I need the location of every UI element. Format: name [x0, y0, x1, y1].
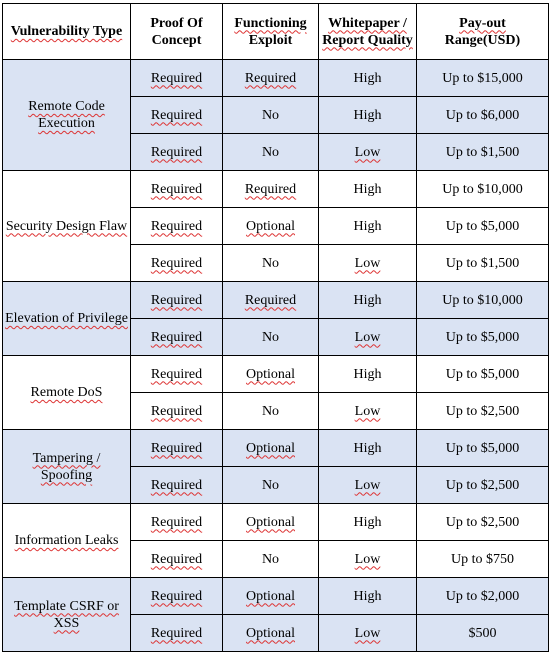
- exploit-value: Optional: [246, 218, 295, 234]
- poc-cell: [131, 578, 223, 615]
- payout-cell: [417, 467, 549, 504]
- exploit-cell: [223, 578, 319, 615]
- payout-cell: [417, 60, 549, 97]
- poc-cell: [131, 504, 223, 541]
- exploit-cell: [223, 97, 319, 134]
- payout-cell: [417, 541, 549, 578]
- vulnerability-type-cell: [3, 430, 131, 504]
- quality-value: High: [353, 440, 382, 456]
- header-exploit-line1: Functioning: [234, 15, 307, 31]
- quality-cell: [319, 393, 417, 430]
- payout-value: Up to $2,500: [445, 403, 520, 419]
- exploit-cell: [223, 134, 319, 171]
- quality-cell: [319, 467, 417, 504]
- payout-cell: [417, 578, 549, 615]
- payout-value: Up to $10,000: [442, 181, 523, 197]
- payout-cell: [417, 134, 549, 171]
- bounty-table: [2, 3, 549, 652]
- quality-cell: [319, 97, 417, 134]
- vulnerability-type-text: Remote Code: [28, 99, 105, 114]
- vulnerability-type-cell: [3, 578, 131, 652]
- header-payout-line2: Range(USD): [444, 32, 521, 48]
- poc-cell: [131, 245, 223, 282]
- header-poc-line1: Proof Of: [150, 15, 203, 31]
- vulnerability-type-text: Information Leaks: [14, 533, 119, 548]
- poc-cell: [131, 541, 223, 578]
- quality-cell: [319, 282, 417, 319]
- header-functioning-exploit: [223, 4, 319, 60]
- exploit-cell: [223, 171, 319, 208]
- exploit-value: No: [261, 551, 280, 567]
- quality-cell: [319, 541, 417, 578]
- exploit-cell: [223, 60, 319, 97]
- table-row: [3, 504, 549, 541]
- payout-cell: [417, 356, 549, 393]
- exploit-cell: [223, 504, 319, 541]
- quality-value: Low: [354, 477, 381, 493]
- table-row: [3, 282, 549, 319]
- exploit-value: Optional: [246, 440, 295, 456]
- payout-cell: [417, 319, 549, 356]
- payout-cell: [417, 393, 549, 430]
- quality-cell: [319, 245, 417, 282]
- poc-cell: [131, 134, 223, 171]
- quality-cell: [319, 208, 417, 245]
- header-payout-line1: Pay-out: [459, 15, 506, 31]
- quality-cell: [319, 319, 417, 356]
- table-row: [3, 171, 549, 208]
- table-row: [3, 356, 549, 393]
- vulnerability-type-text: Template CSRF or: [14, 598, 119, 614]
- exploit-cell: [223, 245, 319, 282]
- payout-value: Up to $5,000: [445, 440, 520, 456]
- vulnerability-type-cell: [3, 282, 131, 356]
- vulnerability-type-cell: [3, 356, 131, 430]
- payout-value: Up to $750: [451, 551, 514, 567]
- quality-value: Low: [354, 144, 381, 160]
- table-row: [3, 430, 549, 467]
- quality-value: Low: [354, 329, 381, 345]
- quality-value: High: [353, 107, 382, 123]
- payout-value: Up to $2,500: [445, 514, 520, 530]
- vulnerability-type-text: Elevation of Privilege: [5, 311, 128, 326]
- table-body: [3, 60, 549, 652]
- poc-cell: [131, 282, 223, 319]
- poc-cell: [131, 208, 223, 245]
- quality-cell: [319, 60, 417, 97]
- poc-value: Required: [150, 403, 203, 419]
- quality-value: High: [353, 366, 382, 382]
- payout-cell: [417, 430, 549, 467]
- payout-cell: [417, 97, 549, 134]
- poc-cell: [131, 319, 223, 356]
- poc-cell: [131, 615, 223, 652]
- quality-cell: [319, 356, 417, 393]
- exploit-value: Optional: [246, 625, 295, 641]
- poc-value: Required: [150, 107, 203, 123]
- poc-value: Required: [150, 218, 203, 234]
- quality-cell: [319, 171, 417, 208]
- header-report-quality: [319, 4, 417, 60]
- exploit-value: No: [261, 329, 280, 345]
- quality-value: Low: [354, 625, 381, 641]
- exploit-value: No: [261, 144, 280, 160]
- poc-value: Required: [150, 477, 203, 493]
- table-row: [3, 578, 549, 615]
- vulnerability-type-text: Execution: [38, 116, 95, 131]
- quality-value: High: [353, 70, 382, 86]
- exploit-value: Required: [244, 292, 297, 308]
- quality-cell: [319, 504, 417, 541]
- poc-cell: [131, 60, 223, 97]
- exploit-value: No: [261, 403, 280, 419]
- table-row: [3, 60, 549, 97]
- quality-value: Low: [354, 551, 381, 567]
- vulnerability-type-text: Security Design Flaw: [5, 218, 128, 234]
- header-exploit-line2: Exploit: [248, 32, 293, 48]
- header-row: [3, 4, 549, 60]
- poc-cell: [131, 393, 223, 430]
- poc-value: Required: [150, 366, 203, 382]
- exploit-value: Optional: [246, 514, 295, 530]
- poc-value: Required: [150, 329, 203, 345]
- header-poc-line2: Concept: [151, 32, 202, 48]
- exploit-value: Optional: [246, 366, 295, 382]
- header-quality-line2: Report Quality: [322, 32, 413, 48]
- poc-cell: [131, 356, 223, 393]
- quality-cell: [319, 430, 417, 467]
- header-type-text: Vulnerability Type: [10, 24, 123, 39]
- poc-value: Required: [150, 551, 203, 567]
- exploit-value: No: [261, 255, 280, 271]
- poc-value: Required: [150, 181, 203, 197]
- exploit-cell: [223, 356, 319, 393]
- poc-value: Required: [150, 255, 203, 271]
- payout-value: Up to $1,500: [445, 255, 520, 271]
- vulnerability-type-cell: [3, 504, 131, 578]
- payout-cell: [417, 282, 549, 319]
- exploit-cell: [223, 615, 319, 652]
- exploit-cell: [223, 430, 319, 467]
- vulnerability-type-cell: [3, 171, 131, 282]
- vulnerability-type-text: Remote DoS: [30, 385, 103, 400]
- payout-cell: [417, 171, 549, 208]
- vulnerability-type-text: XSS: [53, 615, 80, 631]
- quality-value: High: [353, 181, 382, 197]
- payout-cell: [417, 504, 549, 541]
- poc-cell: [131, 467, 223, 504]
- payout-value: Up to $1,500: [445, 144, 520, 160]
- quality-cell: [319, 615, 417, 652]
- payout-value: Up to $10,000: [442, 292, 523, 308]
- vulnerability-type-text: Tampering /: [32, 450, 101, 466]
- poc-value: Required: [150, 292, 203, 308]
- poc-value: Required: [150, 588, 203, 604]
- poc-cell: [131, 97, 223, 134]
- payout-cell: [417, 615, 549, 652]
- payout-value: Up to $6,000: [445, 107, 520, 123]
- header-vulnerability-type: [3, 4, 131, 60]
- quality-value: High: [353, 218, 382, 234]
- exploit-cell: [223, 282, 319, 319]
- exploit-cell: [223, 467, 319, 504]
- payout-value: Up to $5,000: [445, 218, 520, 234]
- exploit-value: Required: [244, 70, 297, 86]
- poc-value: Required: [150, 625, 203, 641]
- quality-cell: [319, 134, 417, 171]
- payout-cell: [417, 245, 549, 282]
- payout-value: Up to $5,000: [445, 366, 520, 382]
- payout-value: Up to $2,000: [445, 588, 520, 604]
- exploit-cell: [223, 319, 319, 356]
- payout-value: $500: [468, 625, 497, 641]
- header-quality-line1: Whitepaper /: [328, 15, 407, 31]
- exploit-cell: [223, 393, 319, 430]
- quality-value: High: [353, 292, 382, 308]
- poc-value: Required: [150, 144, 203, 160]
- exploit-value: No: [261, 477, 280, 493]
- payout-cell: [417, 208, 549, 245]
- exploit-cell: [223, 541, 319, 578]
- exploit-cell: [223, 208, 319, 245]
- quality-value: High: [353, 514, 382, 530]
- vulnerability-type-cell: [3, 60, 131, 171]
- exploit-value: Optional: [246, 588, 295, 604]
- payout-value: Up to $15,000: [442, 70, 523, 86]
- quality-value: Low: [354, 403, 381, 419]
- exploit-value: No: [261, 107, 280, 123]
- quality-cell: [319, 578, 417, 615]
- quality-value: Low: [354, 255, 381, 271]
- exploit-value: Required: [244, 181, 297, 197]
- header-payout-range: [417, 4, 549, 60]
- header-proof-of-concept: [131, 4, 223, 60]
- poc-value: Required: [150, 70, 203, 86]
- payout-value: Up to $2,500: [445, 477, 520, 493]
- vulnerability-type-text: Spoofing: [40, 467, 93, 483]
- poc-value: Required: [150, 514, 203, 530]
- payout-value: Up to $5,000: [445, 329, 520, 345]
- quality-value: High: [353, 588, 382, 604]
- poc-cell: [131, 171, 223, 208]
- poc-value: Required: [150, 440, 203, 456]
- poc-cell: [131, 430, 223, 467]
